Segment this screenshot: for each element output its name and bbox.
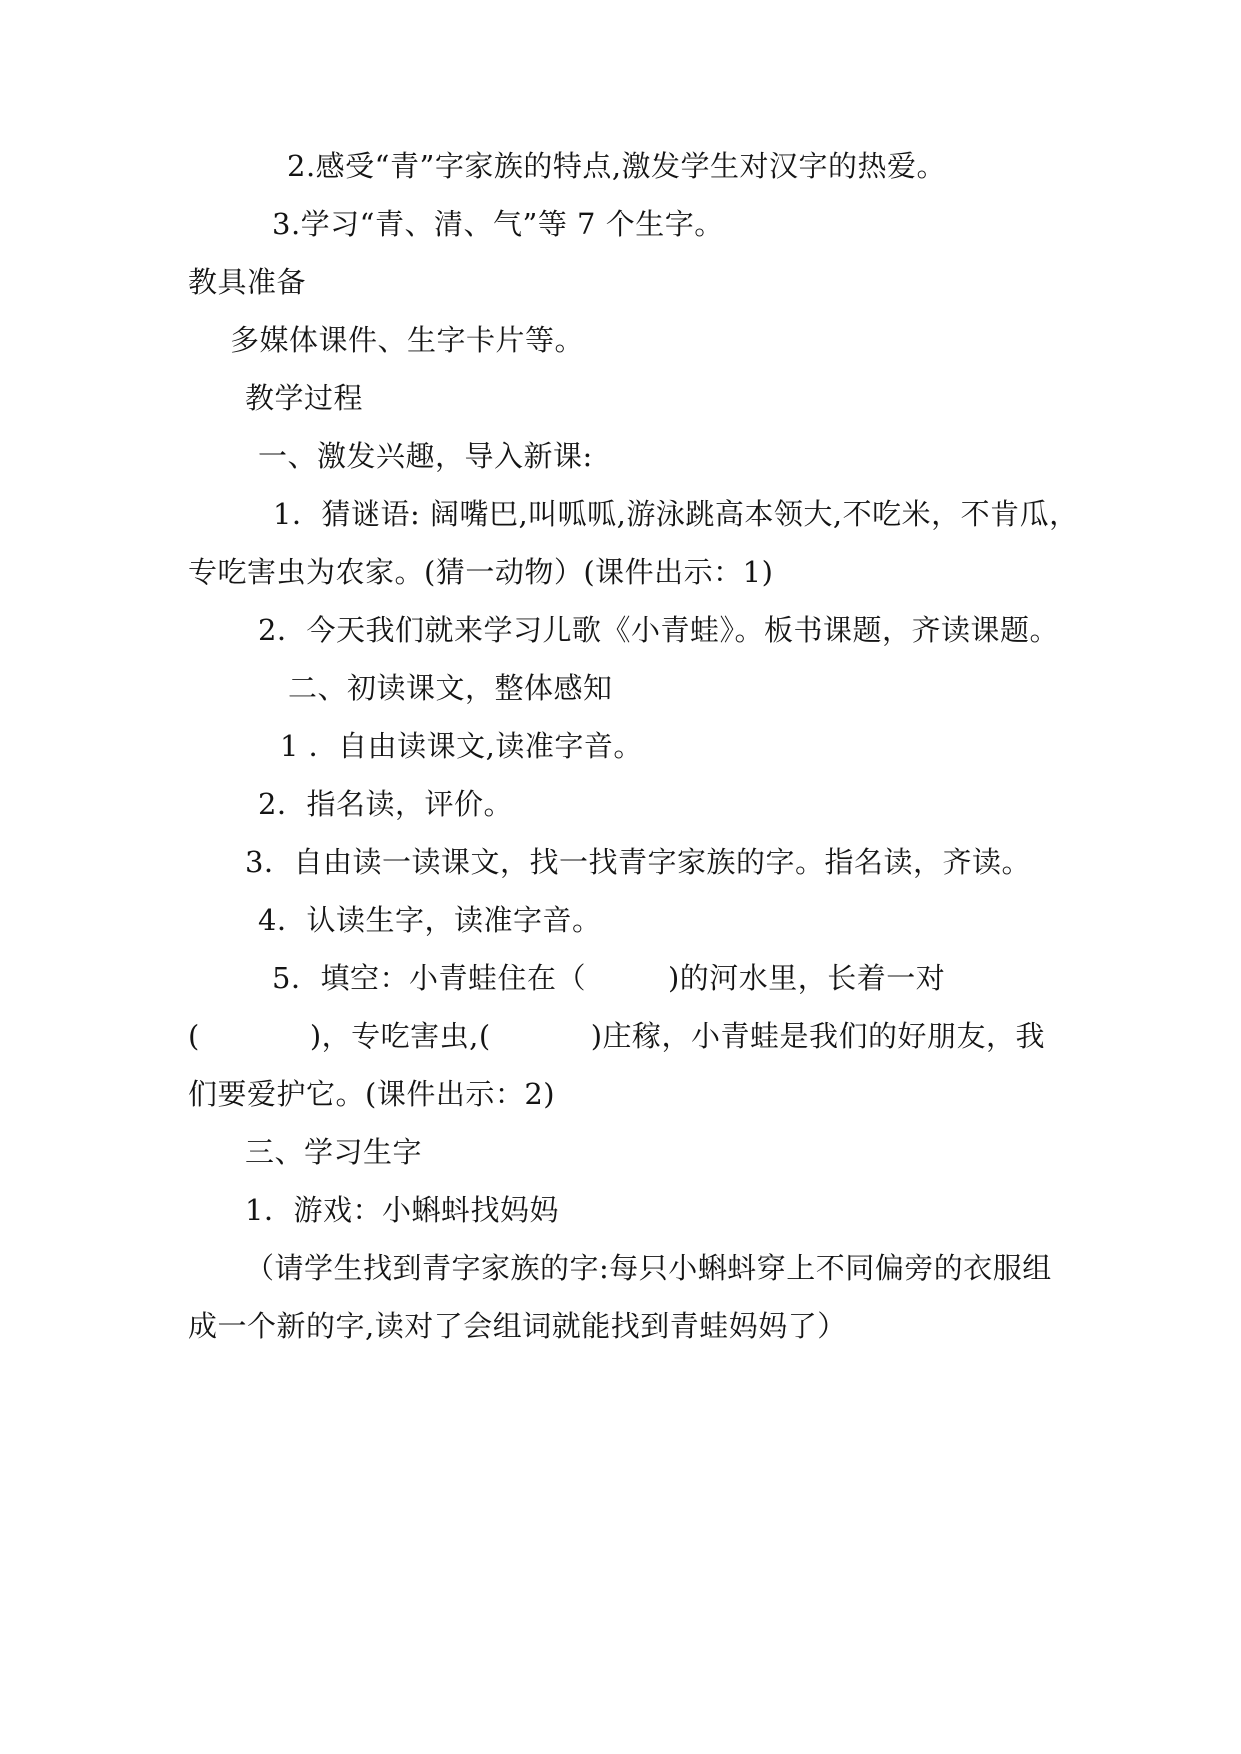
fill-blank-text-b: )的河水里，长着一对 (667, 961, 946, 995)
game-note-line-1: （请学生找到青字家族的字:每只小蝌蚪穿上不同偏旁的衣服组 (245, 1251, 1052, 1285)
section-1-title: 一、激发兴趣，导入新课: (258, 439, 593, 473)
fill-blank-line-1 (272, 958, 945, 998)
section-2-item-4: 4．认读生字，读准字音。 (258, 903, 602, 937)
riddle-line-1: 1．猜谜语: 阔嘴巴,叫呱呱,游泳跳高本领大,不吃米，不肯瓜， (273, 497, 1079, 531)
prep-content: 多媒体课件、生字卡片等。 (230, 323, 585, 357)
section-2-title: 二、初读课文，整体感知 (288, 671, 613, 705)
fill-blank-text-a: 5．填空：小青蛙住在（ (272, 961, 586, 995)
section-2-item-2: 2．指名读，评价。 (258, 787, 513, 821)
fill-blank-line-2 (188, 1016, 1045, 1056)
game-note-line-2: 成一个新的字,读对了会组词就能找到青蛙妈妈了） (188, 1309, 847, 1343)
section-2-item-1: 1 ．自由读课文,读准字音。 (280, 729, 643, 763)
goal-2: 2.感受“青”字家族的特点,激发学生对汉字的热爱。 (287, 149, 947, 183)
section-3-title: 三、学习生字 (245, 1135, 423, 1169)
goal-3: 3.学习“青、清、气”等 7 个生字。 (272, 207, 724, 241)
section-2-item-3: 3．自由读一读课文，找一找青字家族的字。指名读，齐读。 (245, 845, 1031, 879)
section-3-item-1: 1．游戏：小蝌蚪找妈妈 (245, 1193, 559, 1227)
fill-blank-line-3: 们要爱护它。(课件出示：2) (188, 1077, 556, 1111)
section-1-item-2: 2．今天我们就来学习儿歌《小青蛙》。板书课题，齐读课题。 (258, 613, 1059, 647)
fill-blank-text-e: )庄稼，小青蛙是我们的好朋友，我 (590, 1019, 1046, 1053)
prep-heading: 教具准备 (188, 265, 307, 299)
fill-blank-text-c: ( (188, 1019, 200, 1053)
fill-blank-text-d: )，专吃害虫,( (309, 1019, 491, 1053)
process-heading: 教学过程 (245, 381, 364, 415)
riddle-line-2: 专吃害虫为农家。(猜一动物）(课件出示：1) (188, 555, 774, 589)
